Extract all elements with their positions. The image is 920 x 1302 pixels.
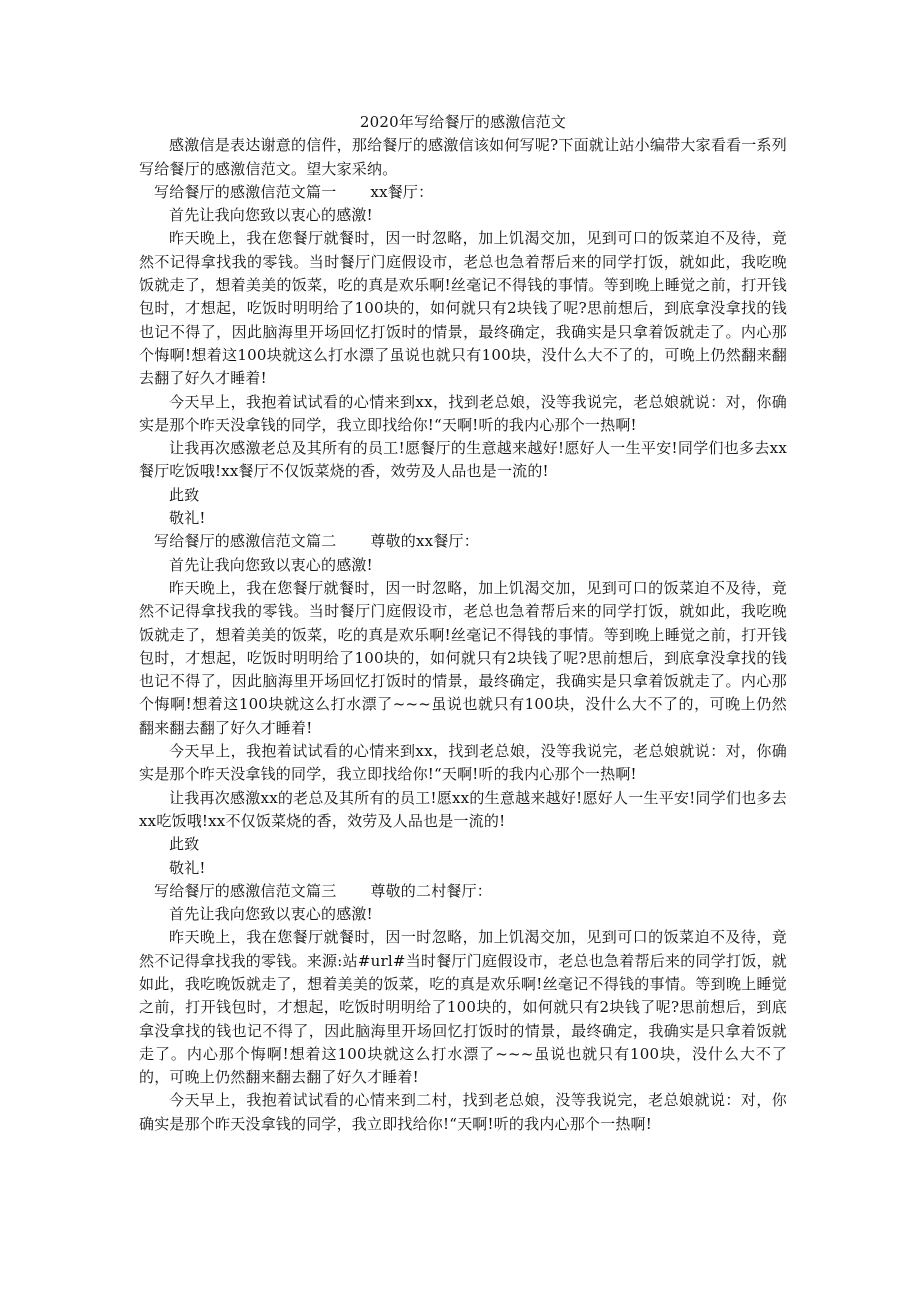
- section-3-paragraph-1: 首先让我向您致以衷心的感激!: [169, 905, 373, 924]
- section-2-paragraph-1: 首先让我向您致以衷心的感激!: [169, 555, 373, 574]
- section-1-heading-line: [139, 181, 787, 204]
- section-1-heading: 写给餐厅的感激信范文篇一: [154, 182, 337, 201]
- section-1-paragraph-2: 昨天晚上，我在您餐厅就餐时，因一时忽略，加上饥渴交加，见到可口的饭菜迫不及待，竟然不记得拿找我的零钱。当时餐厅门庭假设市，老总也急着帮后来的同学打饭，就如此，我吃晚饭就走了，想着美美的饭菜，吃的真是欢乐啊!丝毫记不得钱的事情。等到晚上睡觉之前，打开钱包时，才想起，吃饭时明明给了100块的，如何就只有2块钱了呢?思前想后，到底拿没拿找的钱也记不得了，因此脑海里开场回忆打饭时的情景，最终确定，我确实是只拿着饭就走了。内心那个悔啊!想着这100块就这么打水漂了虽说也就只有100块，没什么大不了的，可晚上仍然翻来翻去翻了好久才睡着!: [139, 229, 787, 388]
- intro-paragraph: 感激信是表达谢意的信件，那给餐厅的感激信该如何写呢?下面就让站小编带大家看看一系列写给餐厅的感激信范文。望大家采纳。: [139, 136, 787, 178]
- section-3-salutation: 尊敬的二村餐厅：: [370, 881, 493, 900]
- section-2-heading: 写给餐厅的感激信范文篇二: [154, 532, 337, 551]
- section-1-closing-1: 此致: [169, 485, 200, 504]
- document-body: [139, 111, 787, 1136]
- section-2-salutation: 尊敬的xx餐厅：: [370, 532, 479, 551]
- section-2-heading-line: [139, 530, 787, 553]
- section-1-paragraph-4: 让我再次感激老总及其所有的员工!愿餐厅的生意越来越好!愿好人一生平安!同学们也多去xx餐厅吃饭哦!xx餐厅不仅饭菜烧的香，效劳及人品也是一流的!: [139, 439, 787, 481]
- section-2-closing-2: 敬礼!: [169, 858, 206, 877]
- section-1-paragraph-1: 首先让我向您致以衷心的感激!: [169, 206, 373, 225]
- section-2-paragraph-3: 今天早上，我抱着试试看的心情来到xx，找到老总娘，没等我说完，老总娘就说：对，你确实是那个昨天没拿钱的同学，我立即找给你!“天啊!听的我内心那个一热啊!: [139, 742, 787, 784]
- section-3-paragraph-2: 昨天晚上，我在您餐厅就餐时，因一时忽略，加上饥渴交加，见到可口的饭菜迫不及待，竟然不记得拿找我的零钱。来源:站#url#当时餐厅门庭假设市，老总也急着帮后来的同学打饭，就如此，我吃晚饭就走了，想着美美的饭菜，吃的真是欢乐啊!丝毫记不得钱的事情。等到晚上睡觉之前，打开钱包时，才想起，吃饭时明明给了100块的，如何就只有2块钱了呢?思前想后，到底拿没拿找的钱也记不得了，因此脑海里开场回忆打饭时的情景，最终确定，我确实是只拿着饭就走了。内心那个悔啊!想着这100块就这么打水漂了~~~虽说也就只有100块，没什么大不了的，可晚上仍然翻来翻去翻了好久才睡着!: [139, 928, 787, 1087]
- document-title: 2020年写给餐厅的感激信范文: [359, 113, 567, 131]
- section-1-closing-2: 敬礼!: [169, 509, 206, 528]
- section-1-paragraph-3: 今天早上，我抱着试试看的心情来到xx，找到老总娘，没等我说完，老总娘就说：对，你确实是那个昨天没拿钱的同学，我立即找给你!“天啊!听的我内心那个一热啊!: [139, 392, 787, 434]
- section-3-paragraph-3: 今天早上，我抱着试试看的心情来到二村，找到老总娘，没等我说完，老总娘就说：对，你确实是那个昨天没拿钱的同学，我立即找给你!“天啊!听的我内心那个一热啊!: [139, 1091, 787, 1133]
- section-3-heading: 写给餐厅的感激信范文篇三: [154, 881, 337, 900]
- section-2-paragraph-4: 让我再次感激xx的老总及其所有的员工!愿xx的生意越来越好!愿好人一生平安!同学们也多去xx吃饭哦!xx不仅饭菜烧的香，效劳及人品也是一流的!: [139, 788, 787, 830]
- section-2-paragraph-2: 昨天晚上，我在您餐厅就餐时，因一时忽略，加上饥渴交加，见到可口的饭菜迫不及待，竟然不记得拿找我的零钱。当时餐厅门庭假设市，老总也急着帮后来的同学打饭，就如此，我吃晚饭就走了，想着美美的饭菜，吃的真是欢乐啊!丝毫记不得钱的事情。等到晚上睡觉之前，打开钱包时，才想起，吃饭时明明给了100块的，如何就只有2块钱了呢?思前想后，到底拿没拿找的钱也记不得了，因此脑海里开场回忆打饭时的情景，最终确定，我确实是只拿着饭就走了。内心那个悔啊!想着这100块就这么打水漂了~~~虽说也就只有100块，没什么大不了的，可晚上仍然翻来翻去翻了好久才睡着!: [139, 578, 787, 737]
- section-3-heading-line: [139, 880, 787, 903]
- section-1-salutation: xx餐厅：: [370, 182, 434, 201]
- section-2-closing-1: 此致: [169, 835, 200, 854]
